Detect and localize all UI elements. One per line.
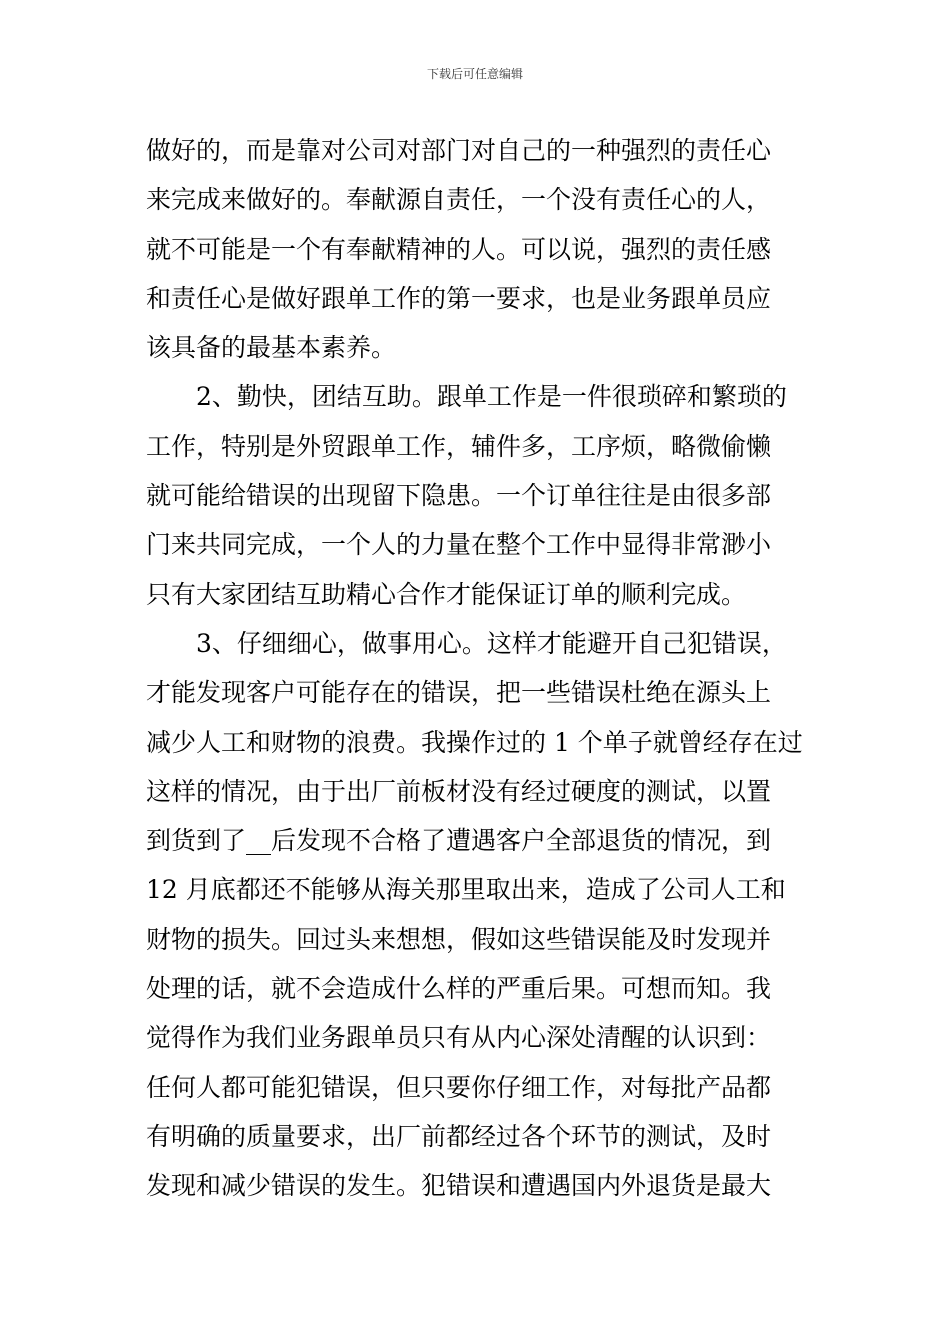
- text-line: 觉得作为我们业务跟单员只有从内心深处清醒的认识到：: [146, 1023, 772, 1053]
- text-line: 门来共同完成，一个人的力量在整个工作中显得非常渺小: [146, 530, 772, 560]
- text-line: 12 月底都还不能够从海关那里取出来，造成了公司人工和: [146, 875, 786, 905]
- page-header: 下载后可任意编辑: [426, 67, 523, 81]
- text-line: 工作，特别是外贸跟单工作，辅件多，工序烦，略微偷懒: [146, 431, 772, 461]
- text-line: 就不可能是一个有奉献精神的人。可以说，强烈的责任感: [146, 234, 772, 264]
- text-line: 减少人工和财物的浪费。我操作过的 1 个单子就曾经存在过: [146, 727, 803, 757]
- text-line: 财物的损失。回过头来想想，假如这些错误能及时发现并: [146, 924, 772, 954]
- text-line: 处理的话，就不会造成什么样的严重后果。可想而知。我: [146, 974, 772, 1004]
- text-line: 该具备的最基本素养。: [146, 333, 397, 363]
- text-line: 到货到了__后发现不合格了遭遇客户全部退货的情况，到: [146, 826, 772, 856]
- text-line: 才能发现客户可能存在的错误，把一些错误杜绝在源头上: [146, 678, 772, 708]
- text-line: 来完成来做好的。奉献源自责任，一个没有责任心的人，: [146, 185, 772, 215]
- paragraph-start-line: 2、勤快，团结互助。跟单工作是一件很琐碎和繁琐的: [196, 382, 787, 412]
- document-body: [146, 126, 806, 1211]
- text-line: 任何人都可能犯错误，但只要你仔细工作，对每批产品都: [146, 1072, 772, 1102]
- text-line: 有明确的质量要求，出厂前都经过各个环节的测试，及时: [146, 1121, 772, 1151]
- paragraph-start-line: 3、仔细细心，做事用心。这样才能避开自己犯错误，: [196, 628, 787, 658]
- text-line: 这样的情况，由于出厂前板材没有经过硬度的测试，以置: [146, 776, 772, 806]
- text-line: 只有大家团结互助精心合作才能保证订单的顺利完成。: [146, 579, 747, 609]
- text-line: 就可能给错误的出现留下隐患。一个订单往往是由很多部: [146, 481, 772, 511]
- text-line: 做好的，而是靠对公司对部门对自己的一种强烈的责任心: [146, 136, 772, 165]
- text-line: 发现和减少错误的发生。犯错误和遭遇国内外退货是最大: [146, 1171, 772, 1201]
- text-line: 和责任心是做好跟单工作的第一要求，也是业务跟单员应: [146, 283, 772, 313]
